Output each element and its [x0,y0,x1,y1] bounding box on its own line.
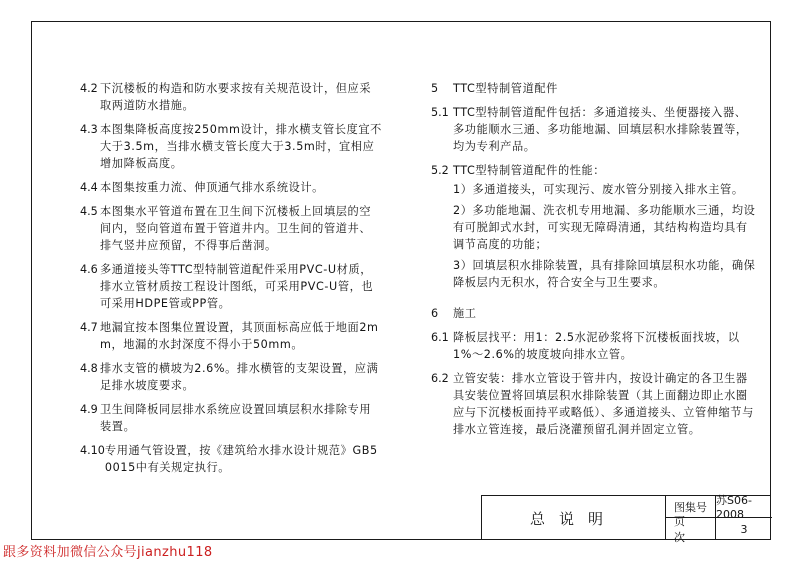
clause-4-2 [80,80,382,114]
clause-5-2-sublist [431,181,756,291]
right-column [431,80,756,445]
clause-text: 卫生间降板同层排水系统应设置回填层积水排除专用装置。 [100,403,372,433]
clause-number: 4.4 [80,181,98,194]
clause-text: 本图集按重力流、伸顶通气排水系统设计。 [100,181,324,194]
clause-4-8 [80,360,382,394]
clause-text: 本图集降板高度按250mm设计，排水横支管长度宜不大于3.5m，当排水横支管长度大于3.5m时，宜相应增加降板高度。 [100,123,382,170]
clause-text: TTC型特制管道配件包括：多通道接头、坐便器接入器、多功能顺水三通、多功能地漏、回填层积水排除装置等，均为专利产品。 [453,106,748,153]
clause-number: 4.9 [80,403,98,416]
clause-text: 降板层找平：用1：2.5水泥砂浆将下沉楼板面找坡，以1%～2.6%的坡度坡向排水立管。 [453,331,740,361]
page-number-label: 页次 [666,518,716,540]
clause-4-7 [80,319,382,353]
clause-6-2 [431,370,756,438]
clause-text: 立管安装：排水立管设于管井内，按设计确定的各卫生器具安装位置将回填层积水排除装置（其上面翻边即止水圈应与下沉楼板面持平或略低）、多通道接头、立管伸缩节与排水立管连接，最后浇灌预留孔洞并固定立管。 [453,372,754,436]
clause-6-1 [431,329,756,363]
clause-number: 5.1 [431,106,449,119]
section-number: 6 [431,307,439,320]
clause-4-3 [80,121,382,172]
clause-4-9 [80,401,382,435]
clause-text: 排水支管的横坡为2.6%。排水横管的支架设置，应满足排水坡度要求。 [100,362,379,392]
left-column [80,80,382,483]
clause-5-2 [431,162,756,179]
section-title: 施工 [453,307,477,320]
clause-number: 6.1 [431,331,449,344]
clause-number: 4.5 [80,205,98,218]
clause-text: TTC型特制管道配件的性能： [453,164,606,177]
clause-number: 4.8 [80,362,98,375]
clause-text: 地漏宜按本图集位置设置，其顶面标高应低于地面2mm，地漏的水封深度不得小于50mm。 [100,321,379,351]
clause-number: 5.2 [431,164,449,177]
clause-text: 多通道接头等TTC型特制管道配件采用PVC-U材质，排水立管材质按工程设计图纸，可采用PVC-U管，也可采用HDPE管或PP管。 [100,263,374,310]
section-number: 5 [431,82,439,95]
clause-text: 下沉楼板的构造和防水要求按有关规范设计，但应采取两道防水措施。 [100,82,372,112]
clause-number: 4.10 [80,444,105,457]
title-block [481,494,771,544]
section-title: TTC型特制管道配件 [453,82,558,95]
page-number-value: 3 [740,522,748,536]
clause-4-4 [80,179,382,196]
section-6-heading [431,305,756,322]
watermark-text: 跟多资料加微信公众号jianzhu118 [3,545,213,560]
drawing-title: 总说明 [482,496,666,540]
clause-5-1 [431,104,756,155]
atlas-number-value: 苏S06-2008 [716,496,772,518]
clause-number: 6.2 [431,372,449,385]
clause-4-10 [80,442,382,476]
clause-number: 4.2 [80,82,98,95]
sublist-item: 1）多通道接头，可实现污、废水管分别接入排水主管。 [453,183,744,196]
sublist-item: 3）回填层积水排除装置，具有排除回填层积水功能，确保降板层内无积水，符合安全与卫生要求。 [453,259,756,289]
clause-4-5 [80,203,382,254]
clause-number: 4.7 [80,321,98,334]
clause-4-6 [80,261,382,312]
clause-text: 本图集水平管道布置在卫生间下沉楼板上回填层的空间内，竖向管道布置于管道井内。卫生间的管道井、排气竖井应预留，不得事后凿洞。 [100,205,372,252]
sublist-item: 2）多功能地漏、洗衣机专用地漏、多功能顺水三通，均设有可脱卸式水封，可实现无障碍清通，其结构构造均具有调节高度的功能； [453,204,756,251]
atlas-number-label: 图集号 [666,496,716,518]
clause-text: 专用通气管设置，按《建筑给水排水设计规范》GB50015中有关规定执行。 [104,444,378,474]
clause-number: 4.3 [80,123,98,136]
clause-number: 4.6 [80,263,98,276]
section-5-heading [431,80,756,97]
